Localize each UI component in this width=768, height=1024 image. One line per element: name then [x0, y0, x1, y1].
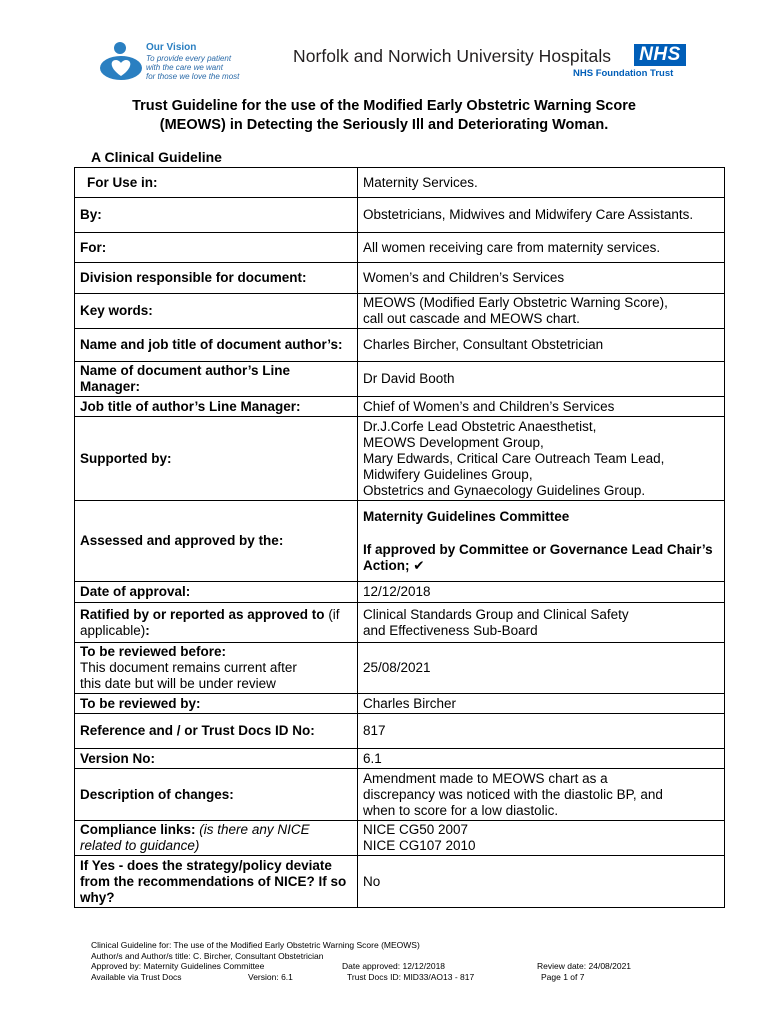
- row-label: Supported by:: [75, 417, 358, 501]
- page-footer: [91, 940, 691, 982]
- row-value: All women receiving care from maternity services.: [358, 233, 725, 263]
- row-value: Maternity Services.: [358, 168, 725, 198]
- table-row: [75, 168, 725, 198]
- footer-approved-by: Approved by: Maternity Guidelines Committee: [91, 961, 265, 971]
- table-row: [75, 294, 725, 329]
- row-label: To be reviewed before: This document remains current after this date but will be under review: [75, 643, 358, 694]
- trust-name: Norfolk and Norwich University Hospitals: [293, 46, 612, 66]
- row-value: Clinical Standards Group and Clinical Safety and Effectiveness Sub-Board: [358, 603, 725, 643]
- row-label: For Use in:: [75, 168, 358, 198]
- nhs-logo: NHS: [634, 44, 686, 66]
- footer-page-number: Page 1 of 7: [541, 971, 585, 982]
- row-label: Compliance links: (is there any NICE related to guidance): [75, 821, 358, 856]
- table-row: [75, 856, 725, 908]
- page-header: [0, 0, 768, 90]
- subheading: A Clinical Guideline: [91, 149, 222, 165]
- footer-available: Available via Trust Docs: [91, 971, 182, 982]
- row-label: Job title of author’s Line Manager:: [75, 397, 358, 417]
- row-value: Maternity Guidelines Committee If approved by Committee or Governance Lead Chair’s Action; ✔: [358, 501, 725, 582]
- row-label: Description of changes:: [75, 769, 358, 821]
- row-label: If Yes - does the strategy/policy deviate from the recommendations of NICE? If so why?: [75, 856, 358, 908]
- row-value: 25/08/2021: [358, 643, 725, 694]
- row-label: Date of approval:: [75, 582, 358, 603]
- row-value: Dr.J.Corfe Lead Obstetric Anaesthetist, MEOWS Development Group, Mary Edwards, Critical Care Outreach Team Lead, Midwifery Guidelines Group, Obstetrics and Gynaecology Guidelines Group.: [358, 417, 725, 501]
- row-value: Women’s and Children’s Services: [358, 263, 725, 294]
- table-row: [75, 198, 725, 233]
- table-row: [75, 749, 725, 769]
- footer-version: Version: 6.1: [248, 971, 293, 982]
- table-row: [75, 821, 725, 856]
- table-row: [75, 362, 725, 397]
- vision-line: with the care we want: [146, 63, 223, 72]
- vision-line: for those we love the most: [146, 72, 240, 81]
- table-row: [75, 233, 725, 263]
- row-label: Key words:: [75, 294, 358, 329]
- footer-review-date: Review date: 24/08/2021: [537, 961, 632, 971]
- row-value: NICE CG50 2007 NICE CG107 2010: [358, 821, 725, 856]
- table-row: [75, 582, 725, 603]
- row-value: Charles Bircher: [358, 694, 725, 714]
- table-row: [75, 694, 725, 714]
- row-value: 817: [358, 714, 725, 749]
- footer-guideline-title: Clinical Guideline for: The use of the Modified Early Obstetric Warning Score (MEOWS): [91, 940, 420, 950]
- table-row: [75, 769, 725, 821]
- row-label: To be reviewed by:: [75, 694, 358, 714]
- row-label: Name and job title of document author’s:: [75, 329, 358, 362]
- table-row: [75, 397, 725, 417]
- row-label: Name of document author’s Line Manager:: [75, 362, 358, 397]
- table-row: [75, 263, 725, 294]
- row-value: Amendment made to MEOWS chart as a discrepancy was noticed with the diastolic BP, and when to score for a low diastolic.: [358, 769, 725, 821]
- row-value: 12/12/2018: [358, 582, 725, 603]
- row-label: Version No:: [75, 749, 358, 769]
- table-row: [75, 329, 725, 362]
- vision-title: Our Vision: [146, 42, 197, 53]
- row-label: Reference and / or Trust Docs ID No:: [75, 714, 358, 749]
- guideline-info-table: [74, 167, 725, 908]
- row-value: Dr David Booth: [358, 362, 725, 397]
- row-value: Obstetricians, Midwives and Midwifery Care Assistants.: [358, 198, 725, 233]
- footer-trust-docs-id: Trust Docs ID: MID33/AO13 - 817: [347, 971, 475, 982]
- table-row: [75, 501, 725, 582]
- document-title-line-1: Trust Guideline for the use of the Modified Early Obstetric Warning Score: [132, 98, 636, 114]
- row-value: Chief of Women’s and Children’s Services: [358, 397, 725, 417]
- heart-person-icon: [99, 41, 144, 81]
- row-label: Division responsible for document:: [75, 263, 358, 294]
- row-value: 6.1: [358, 749, 725, 769]
- table-row: [75, 603, 725, 643]
- row-label: For:: [75, 233, 358, 263]
- row-label: Ratified by or reported as approved to (if applicable):: [75, 603, 358, 643]
- table-row: [75, 417, 725, 501]
- footer-author: Author/s and Author/s title: C. Bircher, Consultant Obstetrician: [91, 950, 324, 961]
- row-value: Charles Bircher, Consultant Obstetrician: [358, 329, 725, 362]
- foundation-trust-label: NHS Foundation Trust: [573, 68, 674, 79]
- footer-date-approved: Date approved: 12/12/2018: [342, 961, 446, 971]
- table-row: [75, 643, 725, 694]
- table-row: [75, 714, 725, 749]
- row-label: Assessed and approved by the:: [75, 501, 358, 582]
- row-value: No: [358, 856, 725, 908]
- row-label: By:: [75, 198, 358, 233]
- document-title-line-2: (MEOWS) in Detecting the Seriously Ill and Deteriorating Woman.: [159, 117, 609, 133]
- vision-line: To provide every patient: [146, 54, 232, 63]
- row-value: MEOWS (Modified Early Obstetric Warning Score), call out cascade and MEOWS chart.: [358, 294, 725, 329]
